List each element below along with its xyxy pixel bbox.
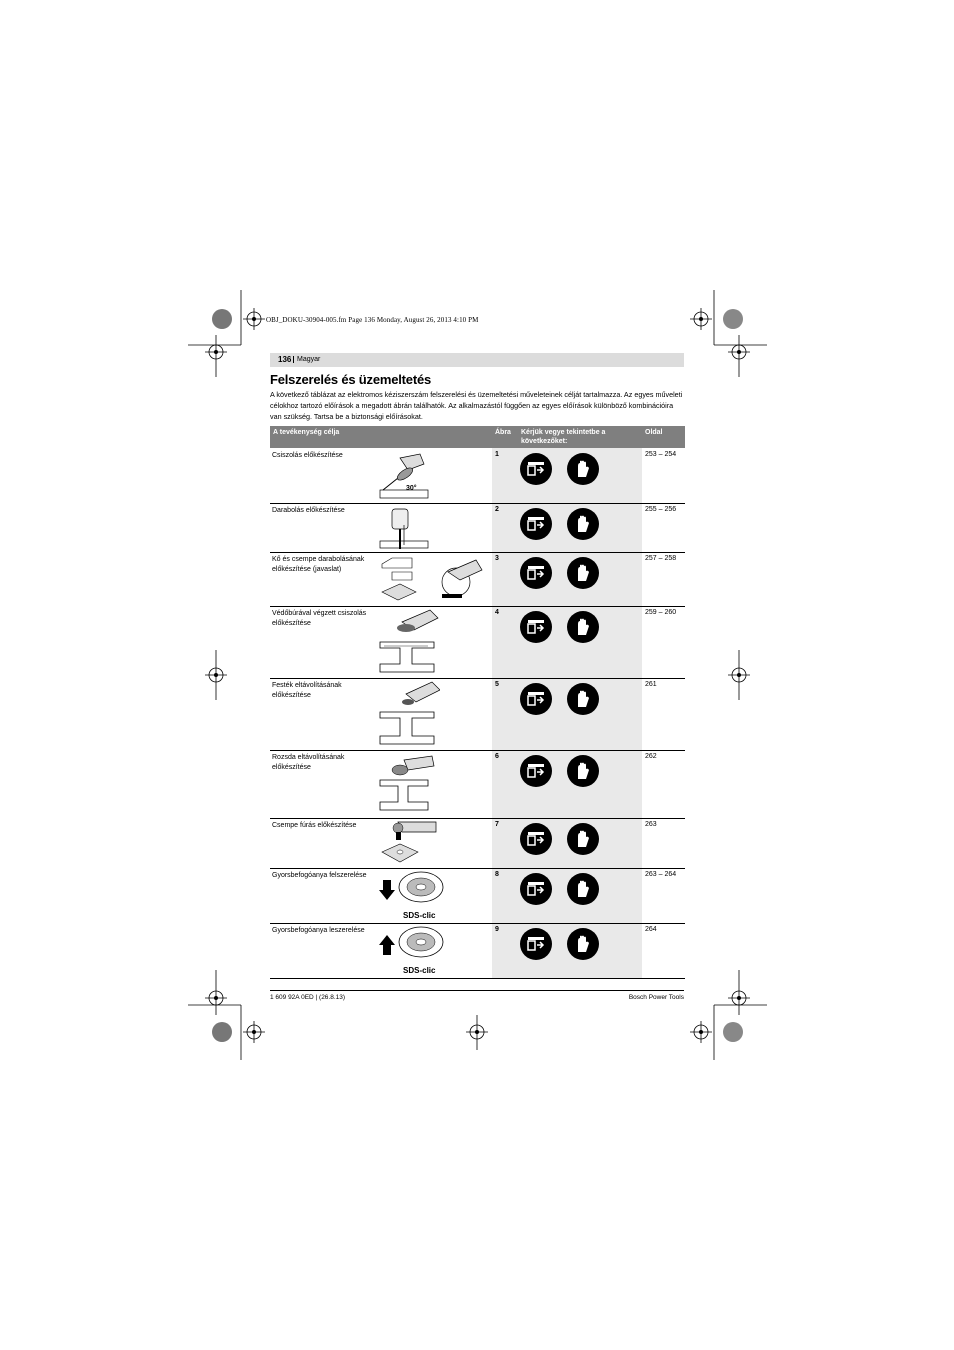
unplug-before-work-icon	[520, 611, 552, 643]
table-row	[270, 503, 685, 553]
row-page: 262	[645, 753, 657, 760]
operations-table	[270, 426, 685, 978]
quick-nut-remove-illustration	[378, 925, 444, 977]
row-page: 255 – 256	[645, 506, 677, 513]
row-goal: Gyorsbefogóanya leszerelése	[272, 927, 365, 934]
unplug-before-work-icon	[520, 453, 552, 485]
header-figure: Ábra	[495, 429, 511, 436]
publisher: Bosch Power Tools	[628, 994, 684, 1001]
wear-gloves-icon	[567, 873, 599, 905]
row-page: 259 – 260	[645, 609, 677, 616]
table-row	[270, 818, 685, 869]
wear-gloves-icon	[567, 611, 599, 643]
intro-paragraph: A következő táblázat az elektromos kéziszerszám felszerelési és üzemeltetési műveleteinek célját tartalmazza. Az egyes műveleti célokhoz tartozó előírások a megadott ábrán találhatók. Az alkalmazástól függően az egyes előírások különböző kombinációira van szükség. Tartsa be a biztonsági előírásokat.	[270, 390, 683, 421]
row-goal: Csempe fúrás előkészítése	[272, 822, 357, 829]
row-page: 261	[645, 681, 657, 688]
table-row	[270, 606, 685, 679]
row-figure: 3	[495, 555, 499, 562]
table-row	[270, 868, 685, 924]
row-figure: 9	[495, 926, 499, 933]
unplug-before-work-icon	[520, 557, 552, 589]
unplug-before-work-icon	[520, 683, 552, 715]
unplug-before-work-icon	[520, 873, 552, 905]
page-header-bar	[270, 353, 684, 367]
table-row	[270, 750, 685, 819]
row-figure: 5	[495, 681, 499, 688]
footer-rule	[270, 990, 684, 991]
table-row	[270, 552, 685, 607]
row-page: 263 – 264	[645, 871, 677, 878]
row-page: 263	[645, 821, 657, 828]
tile-drilling-illustration	[378, 820, 440, 866]
file-header: OBJ_DOKU-30904-005.fm Page 136 Monday, August 26, 2013 4:10 PM	[266, 316, 479, 324]
row-page: 257 – 258	[645, 555, 677, 562]
row-goal: Kő és csempe darabolásának előkészítése (javaslat)	[272, 556, 365, 573]
row-goal: Védőbúrával végzett csiszolás előkészítése	[272, 610, 367, 627]
unplug-before-work-icon	[520, 508, 552, 540]
language-label: Magyar	[293, 356, 320, 363]
paint-removal-illustration	[378, 680, 440, 748]
sds-clic-logo: SDS-clic	[403, 911, 436, 920]
row-figure: 4	[495, 609, 499, 616]
wear-gloves-icon	[567, 683, 599, 715]
rust-removal-illustration	[378, 752, 440, 816]
table-row	[270, 678, 685, 751]
wear-gloves-icon	[567, 928, 599, 960]
unplug-before-work-icon	[520, 928, 552, 960]
section-title: Felszerelés és üzemeltetés	[270, 372, 432, 387]
row-goal: Darabolás előkészítése	[272, 507, 345, 514]
angle-label: 30°	[406, 485, 417, 492]
row-figure: 6	[495, 753, 499, 760]
wear-gloves-icon	[567, 823, 599, 855]
row-page: 253 – 254	[645, 451, 677, 458]
table-row	[270, 448, 685, 504]
row-goal: Csiszolás előkészítése	[272, 452, 343, 459]
cutting-illustration	[378, 505, 430, 551]
table-header	[270, 426, 685, 448]
document-code: 1 609 92A 0ED | (26.8.13)	[270, 994, 346, 1001]
sds-clic-logo: SDS-clic	[403, 966, 436, 975]
row-goal: Rozsda eltávolításának előkészítése	[272, 754, 345, 771]
quick-nut-mount-illustration	[378, 870, 444, 922]
row-figure: 8	[495, 871, 499, 878]
unplug-before-work-icon	[520, 755, 552, 787]
row-page: 264	[645, 926, 657, 933]
header-goal: A tevékenység célja	[273, 429, 340, 436]
row-figure: 2	[495, 506, 499, 513]
unplug-before-work-icon	[520, 823, 552, 855]
row-goal: Festék eltávolításának előkészítése	[272, 682, 342, 699]
wear-gloves-icon	[567, 755, 599, 787]
wear-gloves-icon	[567, 453, 599, 485]
page-number: 136	[278, 355, 292, 364]
row-figure: 1	[495, 451, 499, 458]
wear-gloves-icon	[567, 508, 599, 540]
wear-gloves-icon	[567, 557, 599, 589]
header-note: Kérjük vegye tekintetbe a következőket:	[521, 429, 606, 445]
row-goal: Gyorsbefogóanya felszerelése	[272, 872, 367, 879]
grinding-illustration	[378, 450, 430, 500]
guarded-grinding-illustration	[378, 608, 440, 676]
row-figure: 7	[495, 821, 499, 828]
table-row	[270, 923, 685, 979]
stone-cutting-illustration	[378, 554, 488, 604]
header-page: Oldal	[645, 429, 663, 436]
